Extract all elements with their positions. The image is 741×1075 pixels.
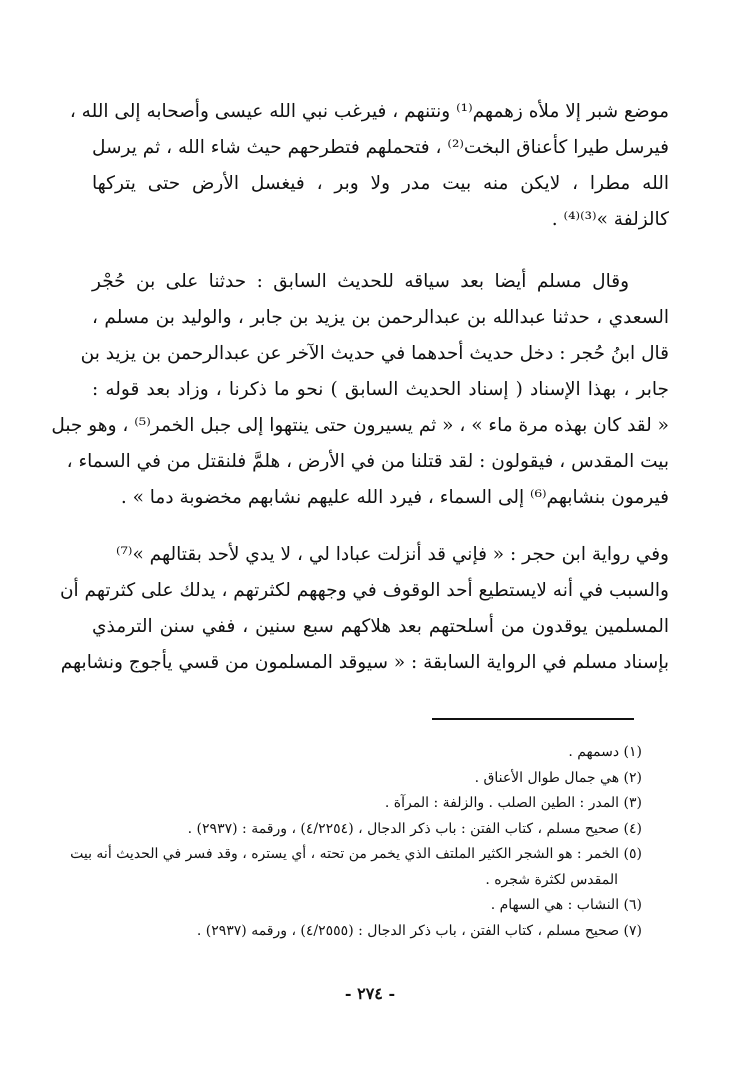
text-line: السعدي ، حدثنا عبدالله بن عبدالرحمن بن يزيد بن جابر ، والوليد بن مسلم ،	[92, 307, 669, 328]
text-line: فيرمون بنشابهم⁽⁶⁾ إلى السماء ، فيرد الله عليهم نشابهم مخضوبة دما » .	[120, 487, 669, 508]
text-line: بيت المقدس ، فيقولون : لقد قتلنا من في الأرض ، هلمَّ فلنقتل من في السماء ،	[66, 451, 669, 472]
paragraph-2	[51, 264, 669, 516]
footnote: (١) دسمهم .	[568, 744, 642, 760]
footnote: (٤) صحيح مسلم ، كتاب الفتن : باب ذكر الدجال ، (٤/٢٢٥٤) ، ورقمة : (٢٩٣٧) .	[187, 820, 642, 837]
page-number: - ٢٧٤ -	[344, 984, 396, 1003]
text-line: وقال مسلم أيضا بعد سياقه للحديث السابق : حدثنا على بن حُجْر	[92, 271, 629, 292]
footnote: (٥) الخمر : هو الشجر الكثير الملتف الذي يخمر من تحته ، أي يستره ، وقد فسر في الحديث أنه بيت	[70, 846, 642, 862]
text-line: بإسناد مسلم في الرواية السابقة : « سيوقد المسلمون من قسي يأجوج ونشابهم	[60, 652, 669, 673]
footnote-continuation: المقدس لكثرة شجره .	[485, 871, 618, 888]
footnote: (٣) المدر : الطين الصلب . والزلفة : المرآة .	[384, 795, 642, 811]
text-line: فيرسل طيرا كأعناق البخت⁽²⁾ ، فتحملهم فتطرحهم حيث شاء الله ، ثم يرسل	[92, 137, 669, 158]
footnote: (٦) النشاب : هي السهام .	[490, 897, 642, 913]
paragraph-1	[69, 94, 669, 238]
footnotes	[70, 740, 642, 944]
text-line: والسبب في أنه لايستطيع أحد الوقوف في وجههم لكثرتهم ، يدلك على كثرتهم أن	[59, 580, 669, 601]
text-line: وفي رواية ابن حجر : « فإني قد أنزلت عبادا لي ، لا يدي لأحد بقتالهم »⁽⁷⁾	[115, 544, 669, 565]
text-line: الله مطرا ، لايكن منه بيت مدر ولا وبر ، فيغسل الأرض حتى يتركها	[92, 173, 669, 194]
text-line: جابر ، بهذا الإسناد ( إسناد الحديث السابق ) نحو ما ذكرنا ، وزاد بعد قوله :	[92, 379, 669, 400]
footnote: (٧) صحيح مسلم ، كتاب الفتن ، باب ذكر الدجال : (٤/٢٥٥٥) ، ورقمه (٢٩٣٧) .	[196, 922, 642, 939]
text-line: كالزلفة »⁽³⁾⁽⁴⁾ .	[551, 209, 669, 230]
text-line: المسلمين يوقدون من أسلحتهم بعد هلاكهم سبع سنين ، ففي سنن الترمذي	[92, 616, 669, 637]
footnote-separator	[432, 718, 634, 720]
text-line: موضع شبر إلا ملأه زهمهم⁽¹⁾ ونتنهم ، فيرغب نبي الله عيسى وأصحابه إلى الله ،	[69, 101, 669, 122]
text-line: قال ابنُ حُجر : دخل حديث أحدهما في حديث الآخر عن عبدالرحمن بن يزيد بن	[80, 343, 669, 364]
text-line: « لقد كان بهذه مرة ماء » ، « ثم يسيرون حتى ينتهوا إلى جبل الخمر⁽⁵⁾ ، وهو جبل	[51, 415, 669, 436]
paragraph-3	[59, 537, 669, 681]
footnote: (٢) هي جمال طوال الأعناق .	[474, 769, 642, 786]
